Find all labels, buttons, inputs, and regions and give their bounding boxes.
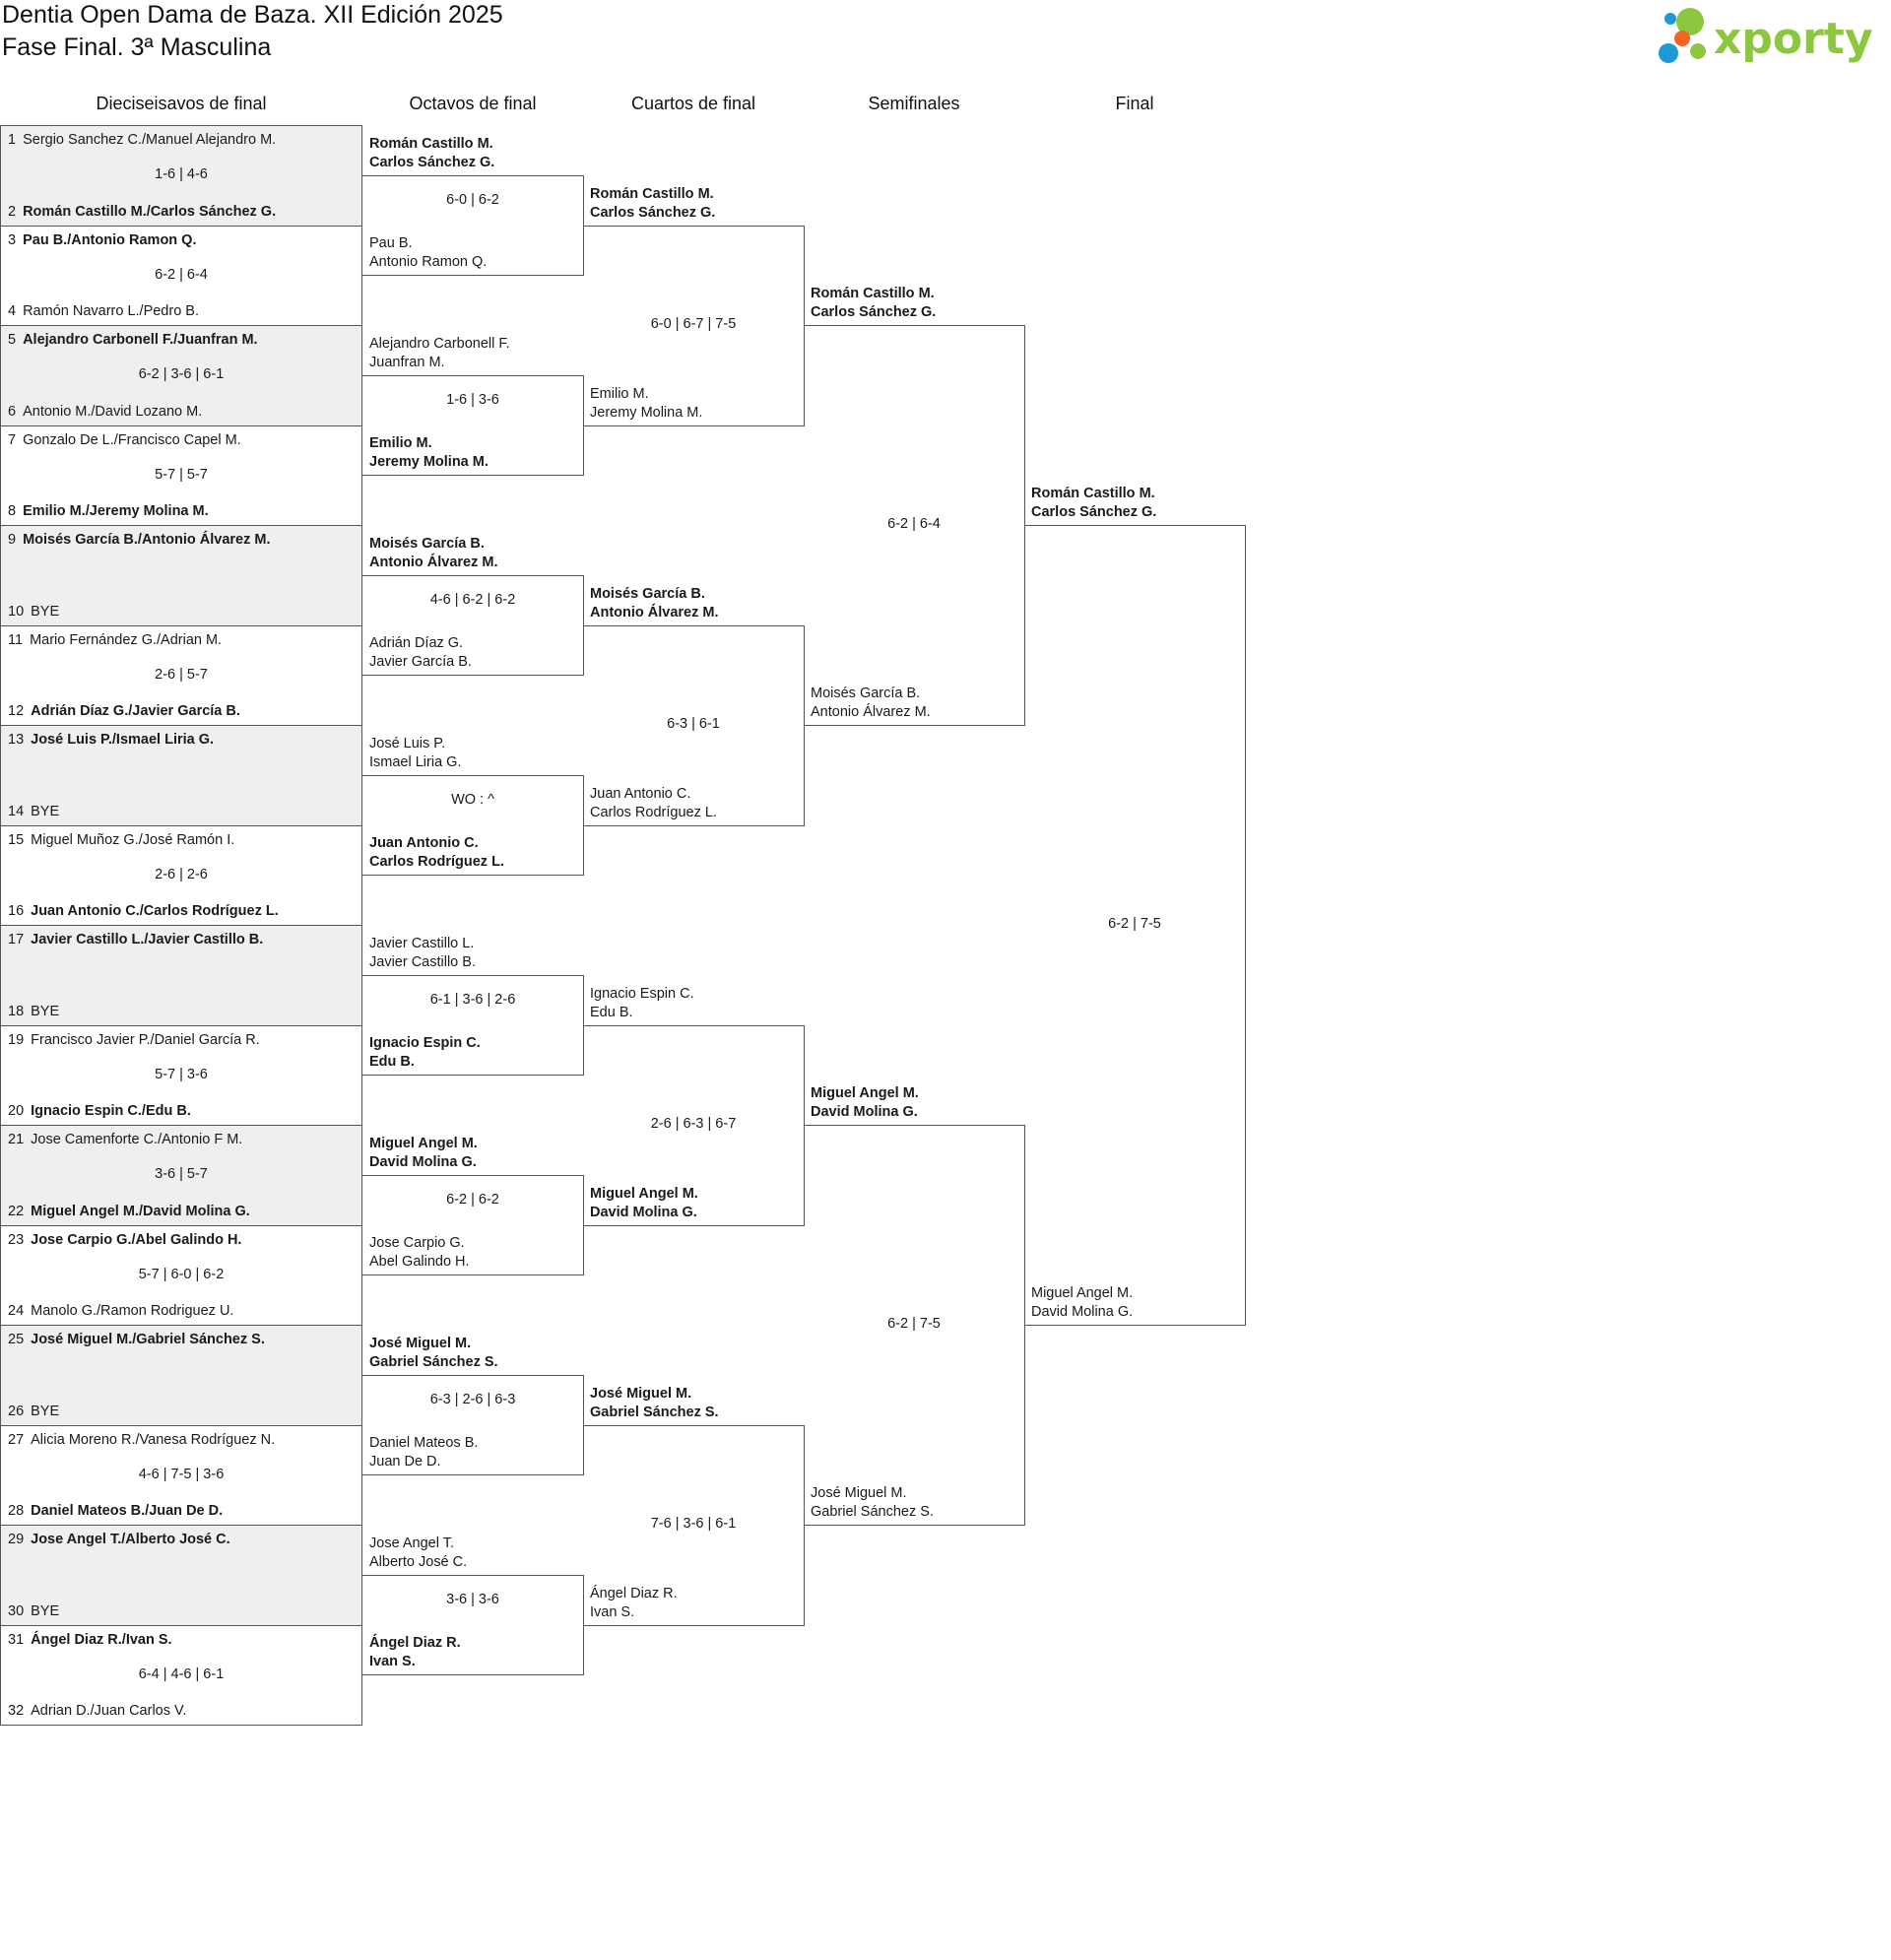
r32-entry-top: [8, 1431, 275, 1449]
pair-name: Manolo G./Ramon Rodriguez U.: [31, 1303, 234, 1319]
r32-entry-top: [8, 731, 214, 749]
match-score: 6-2 | 6-4: [155, 266, 208, 283]
r32-entry-top: [8, 531, 270, 549]
r32-match: [0, 425, 362, 527]
player-name: Jose Carpio G.: [369, 1235, 465, 1252]
player-name: Román Castillo M.: [811, 286, 935, 301]
player-name: Carlos Rodríguez L.: [369, 854, 504, 871]
pair-name: Antonio M./David Lozano M.: [23, 403, 203, 420]
pair-name: BYE: [31, 1003, 60, 1019]
seed-number: 13: [8, 732, 25, 748]
r32-entry-bottom: [8, 1203, 250, 1220]
player-name: Carlos Sánchez G.: [811, 304, 937, 320]
match-score: 7-6 | 3-6 | 6-1: [650, 1516, 737, 1532]
pair-name: Juan Antonio C./Carlos Rodríguez L.: [31, 903, 279, 919]
player-name: Román Castillo M.: [369, 135, 493, 152]
pair-name: Miguel Muñoz G./José Ramón I.: [31, 831, 235, 848]
r32-entry-top: [8, 1131, 242, 1148]
pair-name: José Luis P./Ismael Liria G.: [31, 732, 215, 748]
player-name: Moisés García B.: [369, 535, 485, 552]
seed-number: 28: [8, 1503, 25, 1519]
r32-entry-bottom: [8, 1403, 59, 1420]
pair-name: Alejandro Carbonell F./Juanfran M.: [23, 332, 258, 348]
seed-number: 4: [8, 303, 17, 319]
player-name: Edu B.: [590, 1004, 633, 1020]
r32-match: [0, 1425, 362, 1527]
seed-number: 9: [8, 532, 17, 548]
match-score: 6-0 | 6-7 | 7-5: [650, 316, 737, 332]
r32-match: [0, 825, 362, 927]
player-name: Emilio M.: [369, 435, 432, 452]
player-name: Miguel Angel M.: [1031, 1285, 1134, 1301]
round-header-r16: Octavos de final: [409, 94, 537, 113]
r32-entry-bottom: [8, 302, 199, 320]
pair-name: José Miguel M./Gabriel Sánchez S.: [31, 1332, 265, 1347]
player-name: Ángel Diaz R.: [590, 1585, 678, 1601]
player-name: Edu B.: [369, 1054, 415, 1071]
pair-name: Mario Fernández G./Adrian M.: [30, 631, 223, 648]
r32-match: [0, 226, 362, 327]
r32-entry-top: [8, 331, 258, 349]
match-score: 2-6 | 5-7: [155, 666, 208, 683]
seed-number: 10: [8, 603, 25, 620]
seed-number: 19: [8, 1031, 25, 1048]
xporty-logo: [1655, 2, 1881, 71]
player-name: Miguel Angel M.: [369, 1135, 478, 1151]
match-score: 2-6 | 6-3 | 6-7: [650, 1116, 737, 1132]
player-name: Adrián Díaz G.: [369, 635, 464, 652]
match-score: 6-0 | 6-2: [446, 191, 499, 208]
r32-entry-top: [8, 1331, 265, 1348]
player-name: Miguel Angel M.: [590, 1185, 698, 1202]
player-name: Carlos Sánchez G.: [369, 154, 495, 170]
player-name: Antonio Ramon Q.: [369, 254, 488, 271]
player-name: Gabriel Sánchez S.: [369, 1353, 498, 1370]
r32-match: [0, 1625, 362, 1727]
seed-number: 1: [8, 132, 17, 148]
player-name: David Molina G.: [590, 1204, 697, 1220]
player-name: Antonio Álvarez M.: [590, 604, 719, 621]
pair-name: Emilio M./Jeremy Molina M.: [23, 503, 209, 519]
r32-match: [0, 625, 362, 727]
player-name: José Miguel M.: [811, 1485, 907, 1501]
pair-name: Jose Carpio G./Abel Galindo H.: [31, 1231, 242, 1248]
seed-number: 26: [8, 1403, 25, 1419]
player-name: Abel Galindo H.: [369, 1254, 470, 1271]
logo-dot-blue-small: [1664, 13, 1676, 25]
r32-entry-bottom: [8, 403, 202, 421]
match-score: 6-3 | 2-6 | 6-3: [429, 1391, 516, 1407]
seed-number: 32: [8, 1703, 25, 1719]
r32-entry-top: [8, 431, 241, 449]
seed-number: 21: [8, 1132, 25, 1147]
r32-entry-bottom: [8, 502, 209, 520]
pair-name: Gonzalo De L./Francisco Capel M.: [23, 431, 241, 448]
pair-name: Ramón Navarro L./Pedro B.: [23, 303, 199, 319]
r32-entry-bottom: [8, 203, 276, 221]
match-score: 5-7 | 3-6: [155, 1066, 208, 1082]
player-name: Antonio Álvarez M.: [811, 704, 931, 720]
pair-name: Román Castillo M./Carlos Sánchez G.: [23, 203, 277, 220]
r32-entry-bottom: [8, 702, 240, 720]
logo-dot-green-small: [1690, 43, 1706, 59]
pair-name: Alicia Moreno R./Vanesa Rodríguez N.: [31, 1431, 276, 1448]
round-header-qf: Cuartos de final: [630, 94, 756, 113]
r32-entry-bottom: [8, 1003, 59, 1020]
player-name: David Molina G.: [369, 1153, 477, 1170]
pair-name: Jose Angel T./Alberto José C.: [31, 1532, 230, 1547]
player-name: Juan Antonio C.: [369, 835, 479, 852]
match-score: 3-6 | 3-6: [446, 1591, 499, 1607]
pair-name: Adrian D./Juan Carlos V.: [31, 1703, 187, 1719]
player-name: Moisés García B.: [811, 686, 921, 701]
pair-name: Sergio Sanchez C./Manuel Alejandro M.: [23, 132, 277, 148]
match-score: 4-6 | 6-2 | 6-2: [429, 591, 516, 608]
pair-name: Jose Camenforte C./Antonio F M.: [31, 1132, 243, 1147]
seed-number: 24: [8, 1303, 25, 1319]
player-name: Alejandro Carbonell F.: [369, 335, 510, 352]
match-score: 6-2 | 7-5: [1108, 916, 1161, 932]
pair-name: Adrián Díaz G./Javier García B.: [31, 703, 240, 719]
player-name: Alberto José C.: [369, 1553, 468, 1570]
player-name: Javier García B.: [369, 654, 472, 671]
player-name: Ivan S.: [590, 1603, 635, 1620]
r32-entry-bottom: [8, 1502, 223, 1520]
pair-name: Miguel Angel M./David Molina G.: [31, 1203, 250, 1219]
player-name: José Miguel M.: [590, 1385, 692, 1402]
player-name: David Molina G.: [1031, 1304, 1134, 1320]
player-name: Ángel Diaz R.: [369, 1635, 461, 1652]
player-name: Javier Castillo L.: [369, 935, 475, 951]
r32-entry-bottom: [8, 1102, 191, 1120]
player-name: Gabriel Sánchez S.: [590, 1404, 719, 1420]
r32-entry-bottom: [8, 1702, 186, 1720]
player-name: Carlos Rodríguez L.: [590, 804, 717, 820]
seed-number: 15: [8, 831, 25, 848]
pair-name: BYE: [31, 1602, 60, 1619]
match-score: 5-7 | 5-7: [155, 466, 208, 483]
pair-name: BYE: [31, 803, 60, 819]
pair-name: Daniel Mateos B./Juan De D.: [31, 1503, 224, 1519]
player-name: Javier Castillo B.: [369, 953, 476, 970]
r32-entry-top: [8, 1031, 260, 1049]
player-name: Daniel Mateos B.: [369, 1435, 479, 1452]
seed-number: 14: [8, 803, 25, 819]
player-name: Juanfran M.: [369, 354, 445, 370]
seed-number: 27: [8, 1431, 25, 1448]
r32-entry-top: [8, 131, 276, 149]
tournament-title: Dentia Open Dama de Baza. XII Edición 2025: [2, 1, 503, 29]
seed-number: 22: [8, 1203, 25, 1219]
player-name: Emilio M.: [590, 385, 649, 402]
match-score: 6-4 | 4-6 | 6-1: [138, 1666, 225, 1682]
seed-number: 29: [8, 1532, 25, 1547]
r32-entry-top: [8, 1531, 230, 1548]
pair-name: BYE: [31, 1403, 60, 1419]
seed-number: 30: [8, 1602, 25, 1619]
r32-entry-top: [8, 831, 234, 849]
seed-number: 31: [8, 1631, 25, 1648]
match-score: 6-3 | 6-1: [667, 716, 720, 732]
match-score: 6-2 | 6-2: [446, 1191, 499, 1208]
r32-entry-bottom: [8, 1302, 233, 1320]
r32-entry-top: [8, 1231, 241, 1249]
r32-entry-bottom: [8, 603, 59, 621]
logo-dot-orange: [1674, 31, 1690, 46]
r32-match: [0, 1025, 362, 1127]
r32-match: [0, 525, 362, 626]
player-name: Juan Antonio C.: [590, 785, 691, 802]
match-score: 1-6 | 3-6: [446, 391, 499, 408]
player-name: Román Castillo M.: [590, 185, 714, 202]
match-score: 4-6 | 7-5 | 3-6: [138, 1466, 225, 1482]
seed-number: 5: [8, 332, 17, 348]
seed-number: 3: [8, 231, 17, 248]
seed-number: 8: [8, 503, 17, 519]
match-score: 3-6 | 5-7: [155, 1166, 208, 1182]
pair-name: Ángel Diaz R./Ivan S.: [31, 1631, 172, 1648]
seed-number: 16: [8, 903, 25, 919]
pair-name: Francisco Javier P./Daniel García R.: [31, 1031, 260, 1048]
match-score: 6-2 | 3-6 | 6-1: [138, 366, 225, 382]
match-score: 6-1 | 3-6 | 2-6: [429, 991, 516, 1008]
player-name: Jeremy Molina M.: [590, 404, 703, 421]
r32-entry-top: [8, 631, 222, 649]
match-score: 2-6 | 2-6: [155, 866, 208, 882]
match-score: 6-2 | 6-4: [887, 516, 941, 532]
player-name: Moisés García B.: [590, 585, 705, 602]
player-name: Pau B.: [369, 235, 413, 252]
pair-name: Ignacio Espin C./Edu B.: [31, 1103, 191, 1119]
player-name: Ignacio Espin C.: [590, 985, 694, 1002]
player-name: Jose Angel T.: [369, 1535, 454, 1551]
r32-match: [0, 1125, 362, 1226]
player-name: José Luis P.: [369, 735, 446, 751]
match-score: 6-2 | 7-5: [887, 1316, 941, 1332]
match-score: 5-7 | 6-0 | 6-2: [138, 1266, 225, 1282]
r32-match: [0, 325, 362, 426]
seed-number: 2: [8, 203, 17, 220]
seed-number: 17: [8, 932, 25, 947]
player-name: Antonio Álvarez M.: [369, 554, 498, 570]
r32-entry-bottom: [8, 803, 59, 820]
r32-match: [0, 125, 362, 227]
seed-number: 12: [8, 703, 25, 719]
pair-name: Pau B./Antonio Ramon Q.: [23, 231, 197, 248]
seed-number: 25: [8, 1332, 25, 1347]
seed-number: 6: [8, 403, 17, 420]
round-header-final: Final: [1115, 94, 1154, 113]
r32-match: [0, 1325, 362, 1426]
seed-number: 7: [8, 431, 17, 448]
logo-text: xporty: [1714, 14, 1873, 64]
phase-title: Fase Final. 3ª Masculina: [2, 33, 272, 61]
seed-number: 11: [8, 631, 24, 648]
player-name: Ismael Liria G.: [369, 753, 462, 770]
player-name: Román Castillo M.: [1031, 486, 1155, 501]
player-name: Jeremy Molina M.: [369, 454, 489, 471]
r32-match: [0, 1525, 362, 1626]
r32-entry-top: [8, 1631, 172, 1649]
r32-match: [0, 925, 362, 1026]
pair-name: BYE: [31, 603, 60, 620]
pair-name: Javier Castillo L./Javier Castillo B.: [31, 932, 264, 947]
player-name: José Miguel M.: [369, 1335, 472, 1351]
r32-entry-top: [8, 231, 197, 249]
player-name: Miguel Angel M.: [811, 1085, 919, 1101]
match-score: 1-6 | 4-6: [155, 166, 208, 182]
player-name: Juan De D.: [369, 1454, 441, 1470]
player-name: Ivan S.: [369, 1654, 416, 1670]
seed-number: 23: [8, 1231, 25, 1248]
pair-name: Moisés García B./Antonio Álvarez M.: [23, 532, 271, 548]
player-name: Carlos Sánchez G.: [1031, 504, 1157, 520]
player-name: David Molina G.: [811, 1104, 918, 1120]
seed-number: 20: [8, 1103, 25, 1119]
seed-number: 18: [8, 1003, 25, 1019]
round-header-sf: Semifinales: [868, 94, 960, 113]
r32-entry-bottom: [8, 902, 279, 920]
player-name: Gabriel Sánchez S.: [811, 1504, 934, 1520]
r32-entry-top: [8, 931, 263, 948]
r32-entry-bottom: [8, 1602, 59, 1620]
player-name: Ignacio Espin C.: [369, 1035, 481, 1052]
match-score: WO : ^: [451, 791, 494, 808]
r32-match: [0, 725, 362, 826]
player-name: Carlos Sánchez G.: [590, 204, 716, 221]
logo-dot-blue: [1659, 43, 1678, 63]
round-header-r32: Dieciseisavos de final: [96, 94, 267, 113]
r32-match: [0, 1225, 362, 1327]
